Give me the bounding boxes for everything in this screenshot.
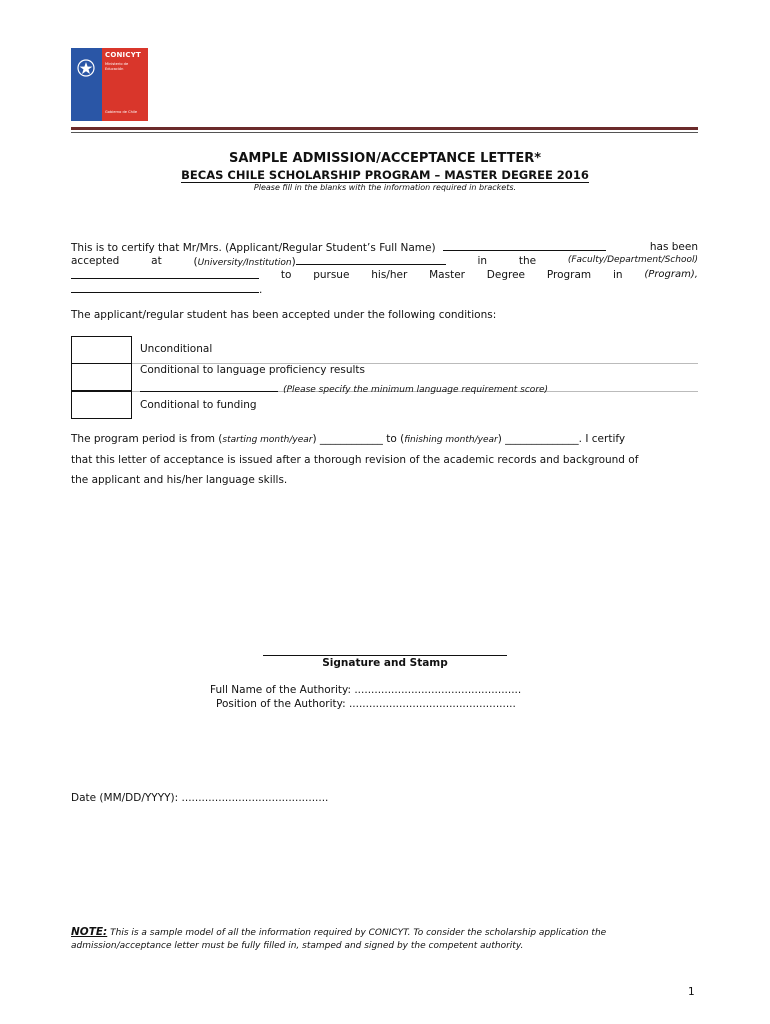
to-word: to <box>280 269 292 281</box>
certify-text: This is to certify that Mr/Mrs. (Applicant/Regular Student’s Full Name) <box>71 242 436 254</box>
para-line-2 <box>71 255 698 269</box>
period-end: ) ______________. I certify <box>497 433 626 445</box>
paren-open: ( <box>193 256 198 268</box>
condition-unconditional: Unconditional <box>140 343 213 355</box>
program-blank[interactable] <box>71 283 259 293</box>
authority-position: Position of the Authority: .................................................. <box>216 698 516 710</box>
logo-ministry: Ministerio de Educación <box>105 62 129 71</box>
checkbox-unconditional[interactable] <box>71 336 132 364</box>
logo-red-panel <box>102 48 148 121</box>
condition-language: Conditional to language proficiency results <box>140 364 365 376</box>
degree-word: Degree <box>486 269 526 281</box>
program-word: Program <box>546 269 592 281</box>
signature-label: Signature and Stamp <box>322 657 448 669</box>
date-line: Date (MM/DD/YYYY): ............................................ <box>71 792 329 804</box>
language-score-blank[interactable] <box>140 382 278 392</box>
document-subtitle <box>0 168 770 182</box>
master-word: Master <box>429 269 465 281</box>
footnote <box>71 926 698 953</box>
chile-coat-of-arms-icon <box>75 57 97 79</box>
note-label: NOTE: <box>71 926 108 938</box>
at-word: at <box>151 255 162 267</box>
logo-name: CONICYT <box>105 51 141 59</box>
program-label: (Program), <box>644 269 698 280</box>
the-word: the <box>518 255 537 267</box>
authority-full-name: Full Name of the Authority: .................................................. <box>210 684 522 696</box>
certification-paragraph <box>71 241 698 297</box>
para-line-1 <box>71 241 698 255</box>
fill-instruction: Please fill in the blanks with the information required in brackets. <box>253 183 517 192</box>
period-start: The program period is from ( <box>71 433 223 445</box>
in2-word: in <box>612 269 623 281</box>
page-number: 1 <box>688 986 695 998</box>
faculty-label: (Faculty/Department/School) <box>567 255 698 265</box>
has-been-text: has been <box>649 241 698 253</box>
header-rule-thick <box>71 127 698 130</box>
logo-blue-panel <box>71 48 102 121</box>
university-blank[interactable] <box>296 255 446 265</box>
in-word: in <box>477 255 488 267</box>
checkbox-language[interactable] <box>71 363 132 391</box>
university-field <box>193 255 445 269</box>
period-text <box>71 433 625 445</box>
header-rule-thin <box>71 132 698 133</box>
signature-line[interactable] <box>263 655 507 656</box>
conditions-intro: The applicant/regular student has been accepted under the following conditions: <box>71 309 497 321</box>
conicyt-logo <box>71 48 148 121</box>
period-line-1 <box>71 433 698 445</box>
faculty-blank[interactable] <box>71 269 259 279</box>
university-label: University/Institution <box>197 258 292 268</box>
note-text: This is a sample model of all the information required by CONICYT. To consider the scholarship application the admission/acceptance letter must be fully filled in, stamped and signed by the competent authority. <box>71 928 607 951</box>
finishing-label: finishing month/year <box>404 435 498 445</box>
accepted-word: accepted <box>71 255 120 267</box>
language-score-line <box>140 377 548 396</box>
logo-government: Gobierno de Chile <box>105 110 138 114</box>
para-line-4 <box>71 283 698 297</box>
paren-close: ) <box>291 256 296 268</box>
pursue-word: pursue <box>313 269 350 281</box>
document-title: SAMPLE ADMISSION/ACCEPTANCE LETTER* <box>228 151 542 166</box>
subtitle-text: BECAS CHILE SCHOLARSHIP PROGRAM – MASTER DEGREE 2016 <box>181 168 589 182</box>
hisher-word: his/her <box>371 269 408 281</box>
para-line-3 <box>71 269 698 283</box>
period-mark: . <box>259 284 263 296</box>
language-score-instruction: (Please specify the minimum language requirement score) <box>283 385 549 395</box>
period-line-3: the applicant and his/her language skills. <box>71 474 288 486</box>
condition-funding: Conditional to funding <box>140 399 257 411</box>
checkbox-funding[interactable] <box>71 391 132 419</box>
starting-label: starting month/year <box>222 435 313 445</box>
student-name-blank[interactable] <box>443 241 606 251</box>
period-to: ) ____________ to ( <box>312 433 405 445</box>
period-line-2: that this letter of acceptance is issued after a thorough revision of the academic records and background of <box>71 454 639 466</box>
